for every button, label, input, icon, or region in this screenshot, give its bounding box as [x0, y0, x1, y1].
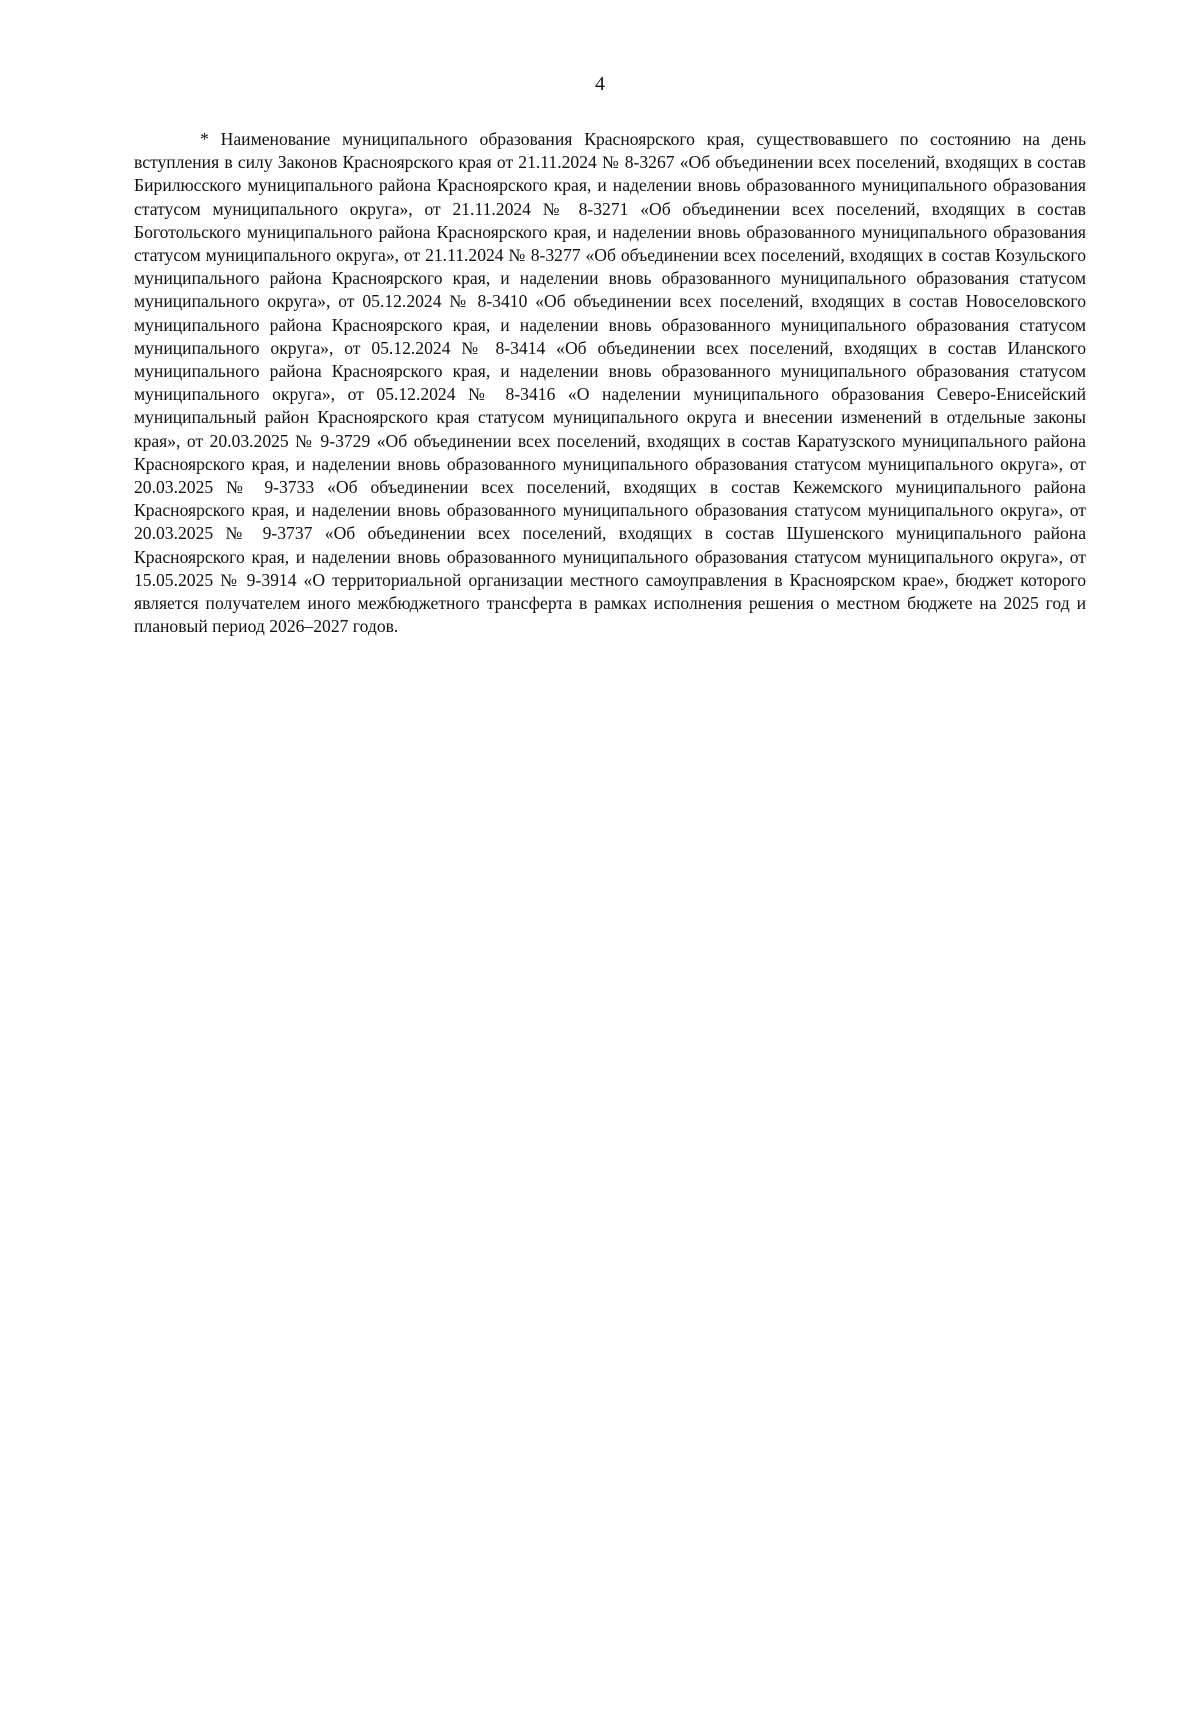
page-number: 4: [595, 73, 605, 95]
footnote-text: * Наименование муниципального образования Красноярского края, существовавшего по состоянию на день вступления в силу Законов Красноярского края от 21.11.2024 № 8-3267 «Об объединении всех поселений, входящих в состав Бирилюсского муниципального района Красноярского края, и наделении вновь образованного муниципального образования статусом муниципального округа», от 21.11.2024 № 8-3271 «Об объединении всех поселений, входящих в состав Боготольского муниципального района Красноярского края, и наделении вновь образованного муниципального образования статусом муниципального округа», от 21.11.2024 № 8-3277 «Об объединении всех поселений, входящих в состав Козульского муниципального района Красноярского края, и наделении вновь образованного муниципального образования статусом муниципального округа», от 05.12.2024 № 8-3410 «Об объединении всех поселений, входящих в состав Новоселовского муниципального района Красноярского края, и наделении вновь образованного муниципального образования статусом муниципального округа», от 05.12.2024 № 8-3414 «Об объединении всех поселений, входящих в состав Иланского муниципального района Красноярского края, и наделении вновь образованного муниципального образования статусом муниципального округа», от 05.12.2024 № 8-3416 «О наделении муниципального образования Северо-Енисейский муниципальный район Красноярского края статусом муниципального округа и внесении изменений в отдельные законы края», от 20.03.2025 № 9-3729 «Об объединении всех поселений, входящих в состав Каратузского муниципального района Красноярского края, и наделении вновь образованного муниципального образования статусом муниципального округа», от 20.03.2025 № 9-3733 «Об объединении всех поселений, входящих в состав Кежемского муниципального района Красноярского края, и наделении вновь образованного муниципального образования статусом муниципального округа», от 20.03.2025 № 9-3737 «Об объединении всех поселений, входящих в состав Шушенского муниципального района Красноярского края, и наделении вновь образованного муниципального образования статусом муниципального округа», от 15.05.2025 № 9-3914 «О территориальной организации местного самоуправления в Красноярском крае», бюджет которого является получателем иного межбюджетного трансферта в рамках исполнения решения о местном бюджете на 2025 год и плановый период 2026–2027 годов.: [134, 129, 1086, 637]
